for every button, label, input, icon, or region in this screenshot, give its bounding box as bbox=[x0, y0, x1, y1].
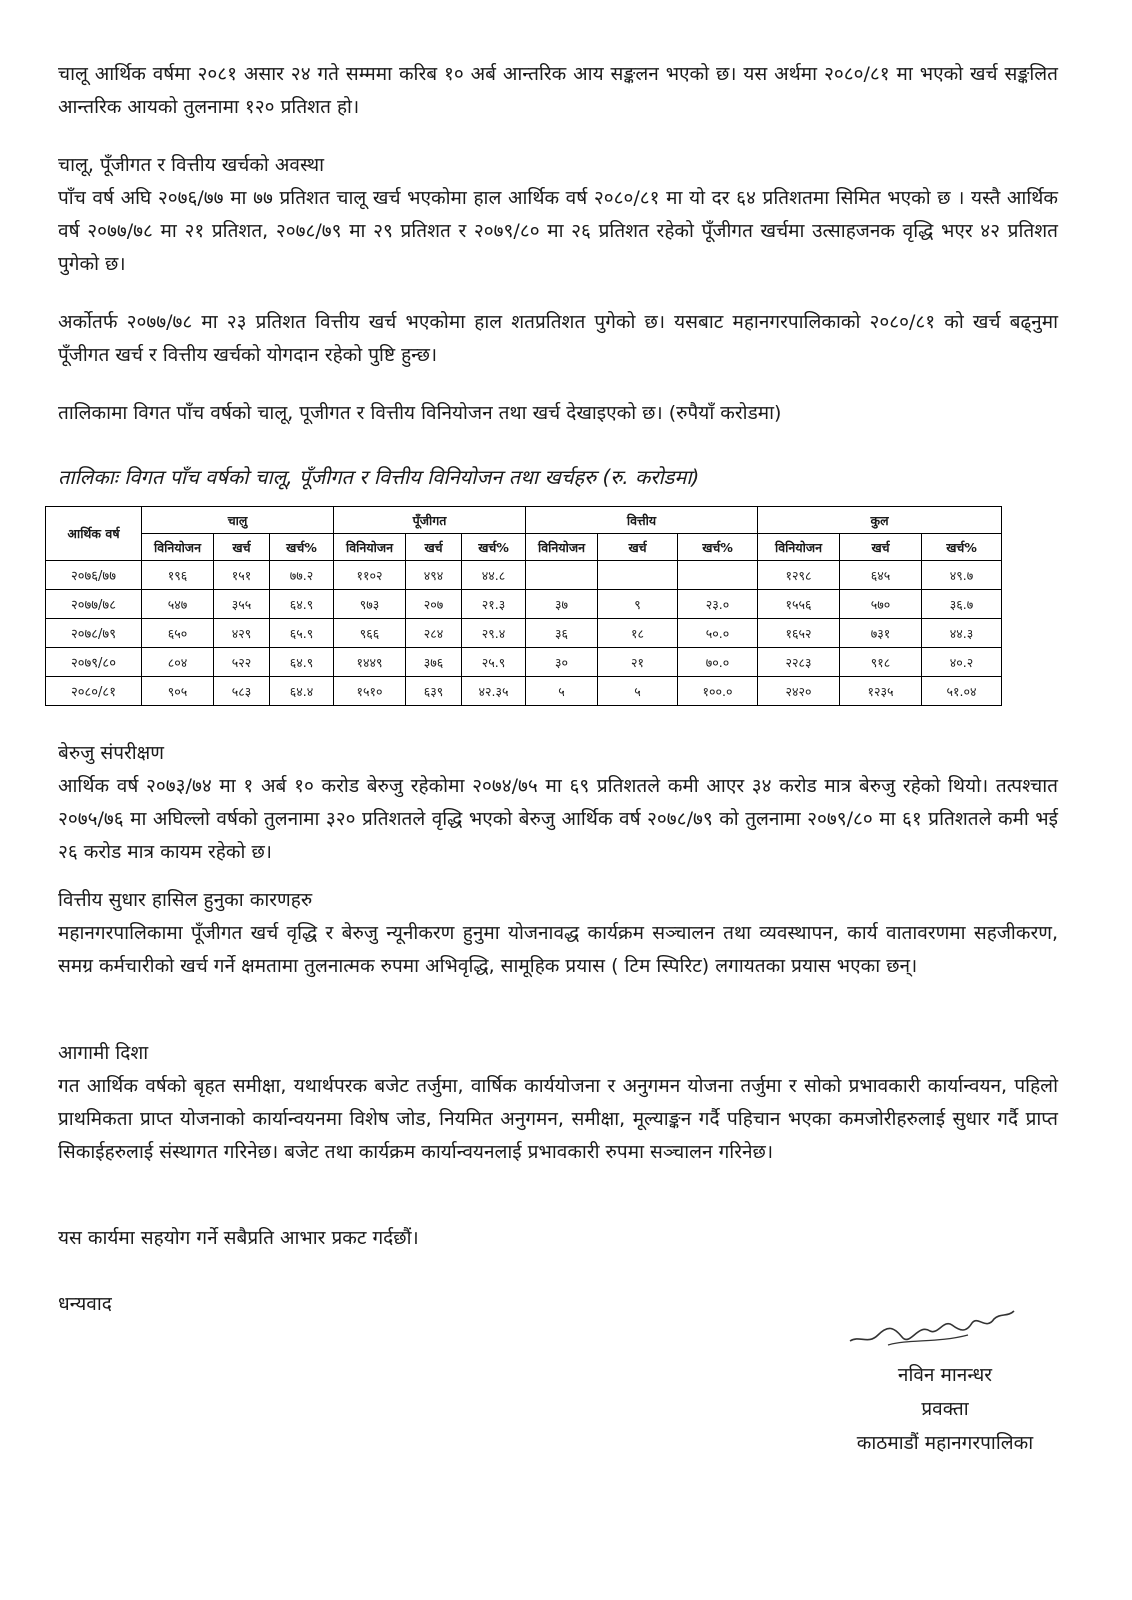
table-cell: २१ bbox=[598, 648, 678, 677]
table-cell: ३६.७ bbox=[922, 590, 1002, 619]
signatory-title: प्रवक्ता bbox=[921, 1398, 969, 1420]
table-cell: ४४.३ bbox=[922, 619, 1002, 648]
table-cell: ७३१ bbox=[840, 619, 922, 648]
table-cell: ५१.०४ bbox=[922, 677, 1002, 706]
table-cell: ३० bbox=[526, 648, 598, 677]
paragraph-audit-arrears: आर्थिक वर्ष २०७३/७४ मा १ अर्ब १० करोड बेरुजु रहेकोमा २०७४/७५ मा ६९ प्रतिशतले कमी आएर ३४ करोड मात्र बेरुजु रहेको थियो। तत्पश्चात २०७५/७६ मा अघिल्लो वर्षको तुलनामा ३२० प्रतिशतले वृद्धि भएको बेरुजु आर्थिक वर्ष २०७८/७९ को तुलनामा २०७९/८० मा ६१ प्रतिशतले कमी भई २६ करोड मात्र कायम रहेको छ। bbox=[58, 775, 1058, 863]
table-cell bbox=[598, 561, 678, 590]
table-cell: २१.३ bbox=[462, 590, 526, 619]
heading-reform-reasons: वित्तीय सुधार हासिल हुनुका कारणहरु bbox=[58, 889, 313, 911]
handwritten-signature bbox=[848, 1305, 1018, 1355]
table-body bbox=[46, 561, 1002, 706]
sub-header-expense: खर्च bbox=[840, 534, 922, 561]
table-cell: २०७ bbox=[406, 590, 462, 619]
sub-header-expense: खर्च bbox=[214, 534, 270, 561]
table-cell: १५५६ bbox=[758, 590, 840, 619]
paragraph-future-direction: गत आर्थिक वर्षको बृहत समीक्षा, यथार्थपरक बजेट तर्जुमा, वार्षिक कार्ययोजना र अनुगमन योजना तर्जुमा र सोको प्रभावकारी कार्यान्वयन, पहिलो प्राथमिकता प्राप्त योजनाको कार्यान्वयनमा विशेष जोड, नियमित अनुगमन, समीक्षा, मूल्याङ्कन गर्दै पहिचान भएका कमजोरीहरुलाई सुधार गर्दै प्राप्त सिकाईहरुलाई संस्थागत गरिनेछ। बजेट तथा कार्यक्रम कार्यान्वयनलाई प्रभावकारी रुपमा सञ्चालन गरिनेछ। bbox=[58, 1075, 1058, 1163]
paragraph-table-intro: तालिकामा विगत पाँच वर्षको चालू, पूजीगत र वित्तीय विनियोजन तथा खर्च देखाइएको छ। (रुपैयाँ करोडमा) bbox=[58, 402, 782, 424]
table-cell: ५ bbox=[526, 677, 598, 706]
table-cell: २२८३ bbox=[758, 648, 840, 677]
table-cell: ४२.३५ bbox=[462, 677, 526, 706]
sub-header-allocation: विनियोजन bbox=[142, 534, 214, 561]
table-cell: ६४.९ bbox=[270, 648, 334, 677]
table-cell: १८ bbox=[598, 619, 678, 648]
table-cell: ११०२ bbox=[334, 561, 406, 590]
table-cell: ६४५ bbox=[840, 561, 922, 590]
paragraph-reform-reasons: महानगरपालिकामा पूँजीगत खर्च वृद्धि र बेरुजु न्यूनीकरण हुनुमा योजनावद्ध कार्यक्रम सञ्चालन तथा व्यवस्थापन, कार्य वातावरणमा सहजीकरण, समग्र कर्मचारीको खर्च गर्ने क्षमतामा तुलनात्मक रुपमा अभिवृद्धि, सामूहिक प्रयास ( टिम स्पिरिट) लगायतका प्रयास भएका छन्। bbox=[58, 922, 1058, 977]
table-cell: ३७ bbox=[526, 590, 598, 619]
table-row bbox=[46, 590, 1002, 619]
table-cell: २५.९ bbox=[462, 648, 526, 677]
table-cell: ५७० bbox=[840, 590, 922, 619]
heading-future-direction: आगामी दिशा bbox=[58, 1042, 149, 1064]
heading-expenditure-status: चालू, पूँजीगत र वित्तीय खर्चको अवस्था bbox=[58, 154, 325, 176]
table-cell: ५०.० bbox=[678, 619, 758, 648]
table-cell: ६४.४ bbox=[270, 677, 334, 706]
paragraph-expenditure-status: पाँच वर्ष अघि २०७६/७७ मा ७७ प्रतिशत चालू खर्च भएकोमा हाल आर्थिक वर्ष २०८०/८१ मा यो दर ६४ प्रतिशतमा सिमित भएको छ । यस्तै आर्थिक वर्ष २०७७/७८ मा २१ प्रतिशत, २०७८/७९ मा २९ प्रतिशत र २०७९/८० मा २६ प्रतिशत रहेको पूँजीगत खर्चमा उत्साहजनक वृद्धि भएर ४२ प्रतिशत पुगेको छ। bbox=[58, 187, 1058, 275]
table-cell: ६३९ bbox=[406, 677, 462, 706]
sub-header-allocation: विनियोजन bbox=[758, 534, 840, 561]
cell-fiscal-year: २०७६/७७ bbox=[46, 561, 142, 590]
table-cell: १४४९ bbox=[334, 648, 406, 677]
table-cell: १५१० bbox=[334, 677, 406, 706]
table-cell: ५४७ bbox=[142, 590, 214, 619]
table-cell bbox=[678, 561, 758, 590]
table-cell: ४२९ bbox=[214, 619, 270, 648]
table-sub-header-row bbox=[46, 534, 1002, 561]
heading-audit-arrears: बेरुजु संपरीक्षण bbox=[58, 742, 165, 764]
cell-fiscal-year: २०७८/७९ bbox=[46, 619, 142, 648]
table-row bbox=[46, 677, 1002, 706]
sub-header-expense-percent: खर्च% bbox=[678, 534, 758, 561]
table-cell: ६४.९ bbox=[270, 590, 334, 619]
table-cell: ९१८ bbox=[840, 648, 922, 677]
table-cell: १९६ bbox=[142, 561, 214, 590]
sub-header-expense: खर्च bbox=[406, 534, 462, 561]
table-cell: ३६ bbox=[526, 619, 598, 648]
table-row bbox=[46, 619, 1002, 648]
table-cell: ३५५ bbox=[214, 590, 270, 619]
table-cell: ५८३ bbox=[214, 677, 270, 706]
table-row bbox=[46, 561, 1002, 590]
table-group-header-row bbox=[46, 507, 1002, 534]
table-cell: १००.० bbox=[678, 677, 758, 706]
sub-header-expense-percent: खर्च% bbox=[922, 534, 1002, 561]
table-cell: ५२२ bbox=[214, 648, 270, 677]
table-cell: ९७३ bbox=[334, 590, 406, 619]
paragraph-financial-expenditure: अर्कोतर्फ २०७७/७८ मा २३ प्रतिशत वित्तीय खर्च भएकोमा हाल शतप्रतिशत पुगेको छ। यसबाट महानगरपालिकाको २०८०/८१ को खर्च बढ्नुमा पूँजीगत खर्च र वित्तीय खर्चको योगदान रहेको पुष्टि हुन्छ। bbox=[58, 311, 1058, 366]
table-cell: ५ bbox=[598, 677, 678, 706]
table-cell: २८४ bbox=[406, 619, 462, 648]
table-cell: ३७६ bbox=[406, 648, 462, 677]
table-cell: ७०.० bbox=[678, 648, 758, 677]
table-cell: १२९८ bbox=[758, 561, 840, 590]
group-header-current: चालु bbox=[142, 507, 334, 534]
table-caption: तालिकाः विगत पाँच वर्षको चालू, पूँजीगत र वित्तीय विनियोजन तथा खर्चहरु (रु. करोडमा) bbox=[58, 465, 700, 489]
gratitude-line: यस कार्यमा सहयोग गर्ने सबैप्रति आभार प्रकट गर्दछौं। bbox=[58, 1227, 419, 1249]
thanks-line: धन्यवाद bbox=[58, 1293, 112, 1315]
paragraph-internal-revenue: चालू आर्थिक वर्षमा २०८१ असार २४ गते सम्ममा करिब १० अर्ब आन्तरिक आय सङ्कलन भएको छ। यस अर्थमा २०८०/८१ मा भएको खर्च सङ्कलित आन्तरिक आयको तुलनामा १२० प्रतिशत हो। bbox=[58, 63, 1058, 118]
table-cell: ४९.७ bbox=[922, 561, 1002, 590]
table-cell: २३.० bbox=[678, 590, 758, 619]
table-cell: २४२० bbox=[758, 677, 840, 706]
cell-fiscal-year: २०७७/७८ bbox=[46, 590, 142, 619]
group-header-capital: पूँजीगत bbox=[334, 507, 526, 534]
table-cell: ४४.८ bbox=[462, 561, 526, 590]
table-cell: ७७.२ bbox=[270, 561, 334, 590]
sub-header-allocation: विनियोजन bbox=[334, 534, 406, 561]
sub-header-expense-percent: खर्च% bbox=[462, 534, 526, 561]
table-cell: १२३५ bbox=[840, 677, 922, 706]
group-header-total: कुल bbox=[758, 507, 1002, 534]
column-header-fiscal-year: आर्थिक वर्ष bbox=[46, 507, 142, 561]
table-cell: ८०४ bbox=[142, 648, 214, 677]
cell-fiscal-year: २०८०/८१ bbox=[46, 677, 142, 706]
signatory-name: नविन मानन्धर bbox=[897, 1364, 993, 1386]
table-cell: ६५.९ bbox=[270, 619, 334, 648]
table-cell: ४०.२ bbox=[922, 648, 1002, 677]
table-cell: २९.४ bbox=[462, 619, 526, 648]
sub-header-expense: खर्च bbox=[598, 534, 678, 561]
signatory-organization: काठमाडौं महानगरपालिका bbox=[856, 1432, 1034, 1454]
table-cell: १६५२ bbox=[758, 619, 840, 648]
table-row bbox=[46, 648, 1002, 677]
sub-header-allocation: विनियोजन bbox=[526, 534, 598, 561]
table-cell: ६५० bbox=[142, 619, 214, 648]
table-cell: १५१ bbox=[214, 561, 270, 590]
table-cell: ९६६ bbox=[334, 619, 406, 648]
table-cell: ४९४ bbox=[406, 561, 462, 590]
table-cell: ९०५ bbox=[142, 677, 214, 706]
group-header-financial: वित्तीय bbox=[526, 507, 758, 534]
sub-header-expense-percent: खर्च% bbox=[270, 534, 334, 561]
signature-block bbox=[830, 1358, 1060, 1460]
table-cell bbox=[526, 561, 598, 590]
budget-expenditure-table bbox=[45, 506, 1002, 706]
table-cell: ९ bbox=[598, 590, 678, 619]
cell-fiscal-year: २०७९/८० bbox=[46, 648, 142, 677]
